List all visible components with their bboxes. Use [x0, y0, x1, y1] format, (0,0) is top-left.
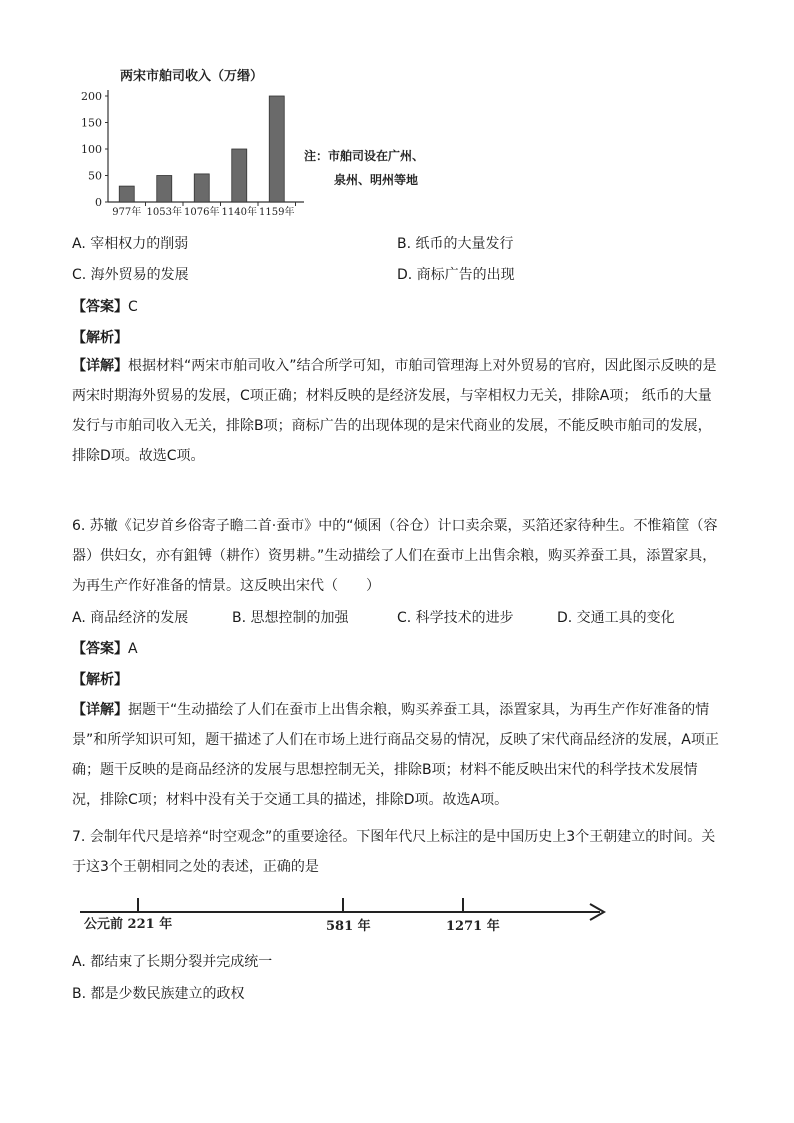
timeline-label: 公元前 221 年 [84, 917, 173, 932]
timeline [72, 890, 612, 940]
x-tick-label: 1076年 [184, 207, 220, 218]
answer-value: A [128, 641, 138, 657]
q7-option-a[interactable]: A. 都结束了长期分裂并完成统一 [72, 954, 273, 970]
y-tick-label: 150 [81, 116, 102, 130]
detail-text: 根据材料“两宋市舶司收入”结合所学可知，市舶司管理海上对外贸易的官府，因此图示反映的是两宋时期海外贸易的发展，C项正确；材料反映的是经济发展，与宰相权力无关，排除A项； 纸币的大量发行与市舶司收入无关，排除B项；商标广告的出现体现的是宋代商业的发展，不能反映市舶司的发展，排除D项。故选C项。 [72, 358, 717, 464]
x-tick-label: 977年 [112, 207, 142, 218]
q5-detail [72, 351, 724, 471]
timeline-label: 581 年 [326, 919, 371, 934]
bar-1159年 [269, 96, 284, 202]
detail-label: 【详解】 [72, 358, 128, 374]
q6-detail [72, 695, 724, 815]
revenue-bar-chart [72, 60, 452, 225]
q6-option-b[interactable]: B. 思想控制的加强 [232, 610, 349, 626]
answer-label: 【答案】 [72, 641, 128, 657]
bar-1140年 [232, 149, 247, 202]
y-tick-label: 200 [81, 90, 102, 103]
q5-option-d[interactable]: D. 商标广告的出现 [397, 267, 515, 283]
timeline-label: 1271 年 [446, 919, 500, 934]
y-tick-label: 100 [81, 143, 102, 156]
answer-label: 【答案】 [72, 299, 128, 315]
q6-option-c[interactable]: C. 科学技术的进步 [397, 610, 514, 626]
chart-note-line-1: 注：市舶司设在广州、 [304, 149, 425, 163]
q6-option-d[interactable]: D. 交通工具的变化 [557, 610, 675, 626]
q6-option-a[interactable]: A. 商品经济的发展 [72, 610, 189, 626]
q5-answer [72, 296, 138, 316]
x-tick-label: 1053年 [146, 207, 182, 218]
q5-analysis-label: 【解析】 [72, 330, 128, 346]
chart-title: 两宋市舶司收入（万缗） [120, 69, 264, 84]
y-tick-label: 50 [88, 169, 102, 183]
bar-1076年 [194, 174, 209, 202]
bar-977年 [119, 186, 134, 202]
q6-analysis-label: 【解析】 [72, 672, 128, 688]
x-tick-label: 1159年 [259, 207, 295, 218]
answer-value: C [128, 299, 138, 315]
x-tick-label: 1140年 [221, 207, 257, 218]
q7-option-b[interactable]: B. 都是少数民族建立的政权 [72, 986, 245, 1002]
q6-answer [72, 638, 138, 658]
q7-stem: 7. 会制年代尺是培养“时空观念”的重要途径。下图年代尺上标注的是中国历史上3个王朝建立的时间。关于这3个王朝相同之处的表述，正确的是 [72, 829, 716, 875]
chart-note-line-2: 泉州、明州等地 [334, 173, 419, 187]
q5-option-b[interactable]: B. 纸币的大量发行 [397, 236, 514, 252]
y-tick-label: 0 [95, 196, 102, 209]
detail-label: 【详解】 [72, 702, 128, 718]
q5-option-c[interactable]: C. 海外贸易的发展 [72, 267, 189, 283]
q5-option-a[interactable]: A. 宰相权力的削弱 [72, 236, 189, 252]
bar-1053年 [157, 176, 172, 203]
detail-text: 据题干“生动描绘了人们在蚕市上出售余粮，购买养蚕工具，添置家具，为再生产作好准备的情景”和所学知识可知，题干描述了人们在市场上进行商品交易的情况，反映了宋代商品经济的发展，A项正确；题干反映的是商品经济的发展与思想控制无关，排除B项；材料不能反映出宋代的科学技术发展情况，排除C项；材料中没有关于交通工具的描述，排除D项。故选A项。 [72, 702, 719, 808]
q6-stem: 6. 苏辙《记岁首乡俗寄子瞻二首·蚕市》中的“倾囷（谷仓）计口卖余粟，买箔还家待种生。不惟箱筐（容器）供妇女，亦有鉏镈（耕作）资男耕。”生动描绘了人们在蚕市上出售余粮，购买养蚕工具，添置家具，为再生产作好准备的情景。这反映出宋代（ ） [72, 518, 718, 594]
